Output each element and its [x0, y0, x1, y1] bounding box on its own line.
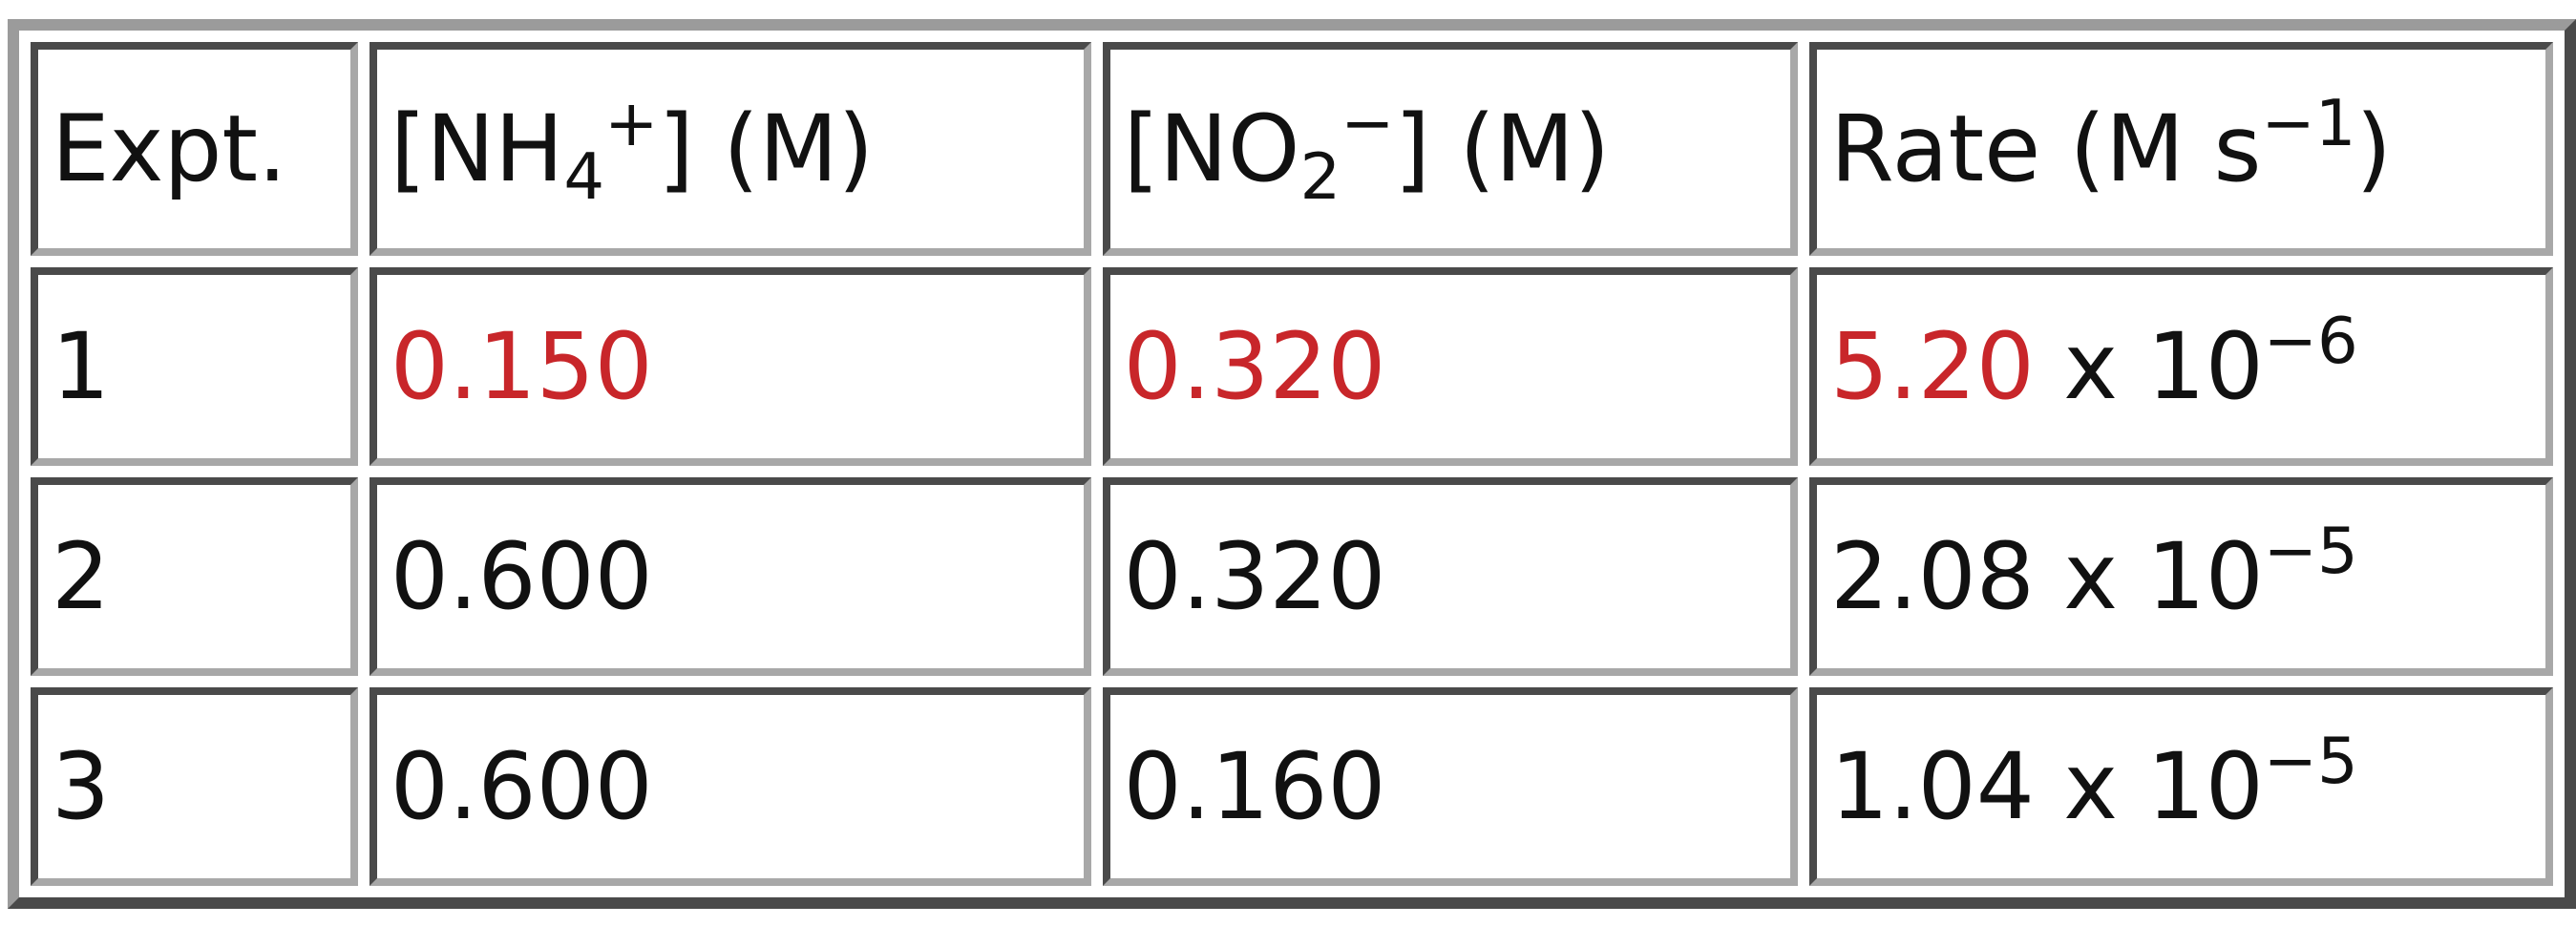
cell-expt: 3: [31, 687, 358, 886]
header-no2-concentration: $[NO_2^-]$ (M): [1103, 42, 1798, 256]
header-nh4-concentration: $[NH_4^+]$ (M): [370, 42, 1091, 256]
cell-rate: 5.20 x $10^{-6}$: [1809, 267, 2553, 466]
cell-nh4: 0.600: [370, 477, 1091, 676]
table-row: [31, 267, 2553, 466]
cell-expt: 2: [31, 477, 358, 676]
header-expt: Expt.: [31, 42, 358, 256]
cell-no2: 0.320: [1103, 477, 1798, 676]
table-row: [31, 687, 2553, 886]
rate-mantissa: 2.08: [1830, 523, 2035, 630]
rate-mantissa: 5.20: [1830, 313, 2035, 420]
table-row: [31, 477, 2553, 676]
rate-mantissa: 1.04: [1830, 733, 2035, 840]
cell-nh4: 0.150: [370, 267, 1091, 466]
cell-rate: 1.04 x $10^{-5}$: [1809, 687, 2553, 886]
table-header-row: [31, 42, 2553, 256]
cell-no2: 0.160: [1103, 687, 1798, 886]
cell-expt: 1: [31, 267, 358, 466]
header-rate: Rate (M $s^{-1}$): [1809, 42, 2553, 256]
cell-no2: 0.320: [1103, 267, 1798, 466]
cell-nh4: 0.600: [370, 687, 1091, 886]
cell-rate: 2.08 x $10^{-5}$: [1809, 477, 2553, 676]
rate-data-table: [8, 19, 2576, 909]
